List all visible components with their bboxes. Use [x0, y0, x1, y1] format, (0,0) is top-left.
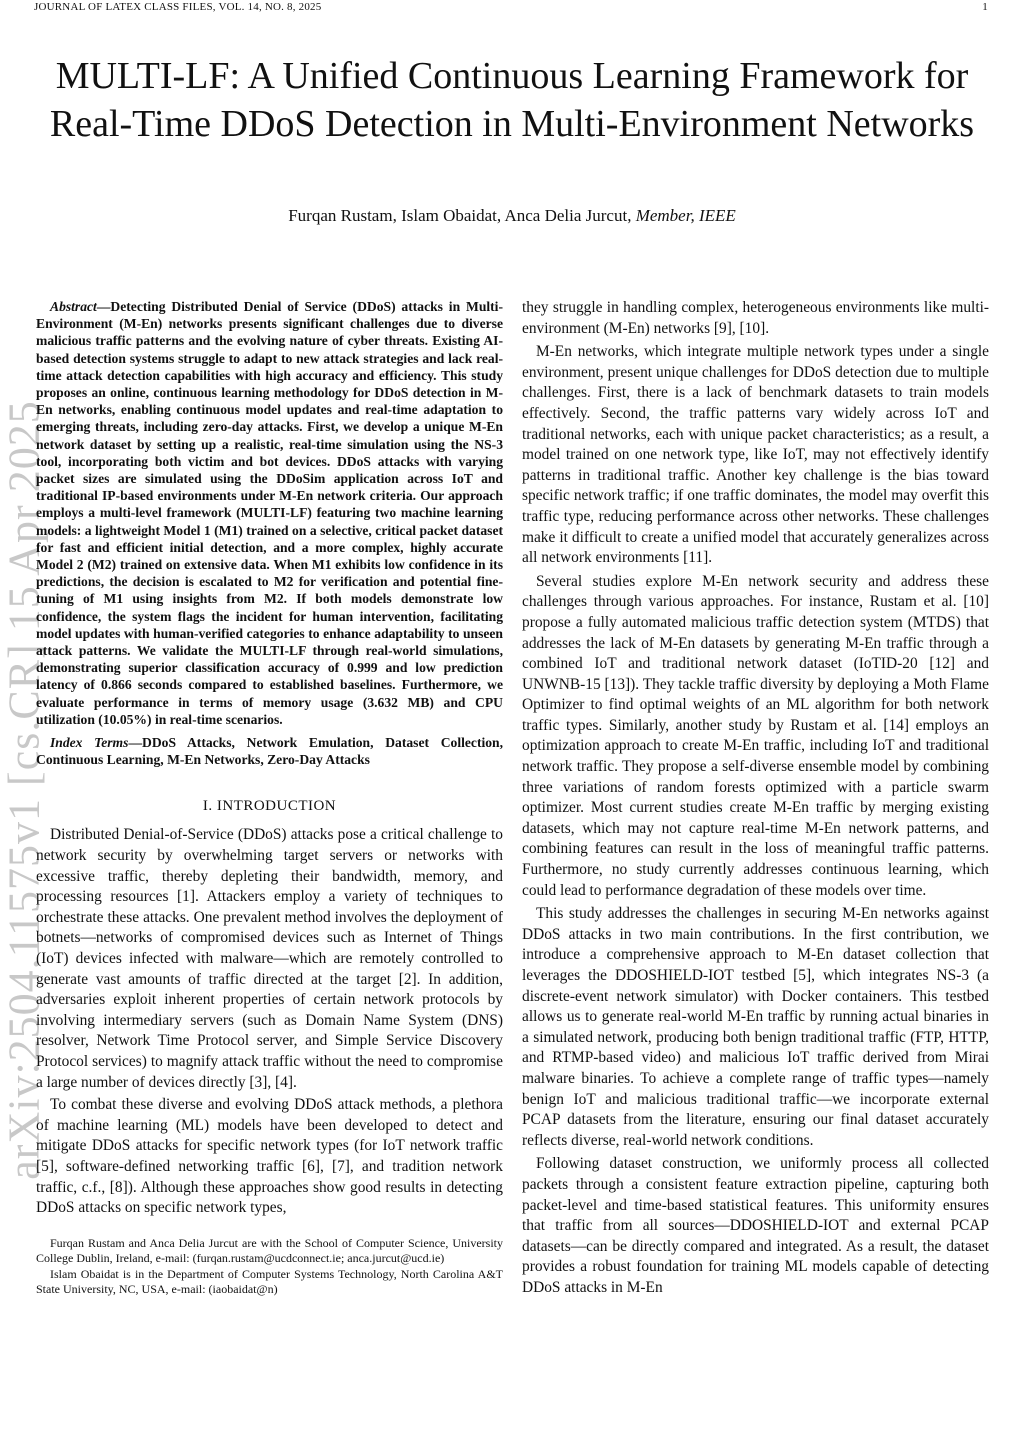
author-names: Furqan Rustam, Islam Obaidat, Anca Delia Jurcut, — [288, 206, 632, 225]
page-number: 1 — [982, 1, 988, 13]
footnote: Islam Obaidat is in the Department of Computer Systems Technology, North Carolina A&T State University, NC, USA, e-mail: (iaobaidat@n) — [36, 1266, 503, 1297]
author-membership: Member, IEEE — [635, 206, 736, 225]
running-header — [34, 1, 988, 15]
paragraph: M-En networks, which integrate multiple network types under a single environment, present unique challenges for DDoS detection due to multiple challenges. First, there is a lack of benchmark datasets to train models effectively. Second, the traffic patterns vary widely across IoT and traditional networks, each with unique packet characteristics; as a result, a model trained on one network type, like IoT, may not effectively identify patterns in traditional traffic. Another key challenge is the bias toward specific network traffic; if one traffic dominates, the model may overfit this traffic type, reducing performance across other networks. These challenges make it difficult to create a unified model that accurately generalizes across all network environments [11]. — [522, 343, 989, 567]
arxiv-watermark-text: arXiv:2504.11575v1 [cs.CR] 15 Apr 2025 — [0, 400, 49, 1180]
paragraph: Following dataset construction, we uniformly process all collected packets through a consistent feature extraction pipeline, capturing both packet-level and time-based statistical features. This uniformity ensures that traffic from all sources—DDOSHIELD-IOT and external PCAP datasets—can be directly compared and integrated. As a result, the dataset provides a robust foundation for training ML models capable of detecting DDoS attacks in M-En — [522, 1155, 989, 1296]
paragraph: Distributed Denial-of-Service (DDoS) attacks pose a critical challenge to network security by overwhelming target servers or networks with excessive traffic, thereby depleting their bandwidth, memory, and processing resources [1]. Attackers employ a variety of techniques to orchestrate these attacks. One prevalent method involves the deployment of botnets—networks of compromised devices such as Internet of Things (IoT) devices infected with malware—which are remotely controlled to generate vast amounts of traffic directed at the target [2]. In addition, adversaries exploit inherent properties of certain network protocols by involving intermediary servers (such as Domain Name System (DNS) resolver, Network Time Protocol server, and Simple Service Discovery Protocol services) to magnify attack traffic without the need to compromise a large number of devices directly [3], [4]. — [36, 826, 503, 1091]
footnote: Furqan Rustam and Anca Delia Jurcut are with the School of Computer Science, University College Dublin, Ireland, e-mail: (furqan.rustam@ucdconnect.ie; anca.jurcut@ucd.ie) — [36, 1235, 503, 1266]
index-terms-label: Index Terms — [50, 735, 129, 751]
abstract-text: —Detecting Distributed Denial of Service (DDoS) attacks in Multi-Environment (M-En) networks presents significant challenges due to diverse malicious traffic patterns and the evolving nature of cyber threats. Existing AI-based detection systems struggle to adapt to new attack strategies and lack real-time attack detection capabilities with high accuracy and efficiency. This study proposes an online, continuous learning methodology for DDoS detection in M-En networks, enabling continuous model updates and real-time adaptation to emerging threats, including zero-day attacks. First, we develop a unique M-En network dataset by setting up a realistic, real-time simulation using the NS-3 tool, incorporating both victim and bot devices. DDoS attacks with varying packet sizes are simulated using the DDoSim application across IoT and traditional IP-based environments under M-En network criteria. Our approach employs a multi-level framework (MULTI-LF) featuring two machine learning models: a lightweight Model 1 (M1) trained on a selective, critical packet dataset for fast and efficient initial detection, and a more complex, highly accurate Model 2 (M2) trained on extensive data. When M1 exhibits low confidence in its predictions, the decision is escalated to M2 for verification and potential fine-tuning of M1 using insights from M2. If both models demonstrate low confidence, the system flags the incident for human intervention, facilitating model updates with human-verified categories to enhance adaptability to unseen attack patterns. We validate the MULTI-LF through real-world simulations, demonstrating superior classification accuracy of 0.999 and low prediction latency of 0.866 seconds compared to established baselines. Furthermore, we evaluate performance in terms of memory usage (3.632 MB) and CPU utilization (10.05%) in real-time scenarios. — [36, 299, 503, 727]
left-column — [36, 298, 503, 1298]
paper-title: MULTI-LF: A Unified Continuous Learning Framework for Real-Time DDoS Detection in Multi-Environment Networks — [49, 55, 975, 145]
abstract-label: Abstract — [50, 299, 97, 314]
paragraph: This study addresses the challenges in securing M-En networks against DDoS attacks in two main contributions. In the first contribution, we introduce a comprehensive approach to M-En dataset collection that leverages the DDOSHIELD-IOT testbed [5], which integrates NS-3 (a discrete-event network simulator) with Docker containers. This testbed allows us to generate real-world M-En traffic by running actual binaries in a simulated network, producing both benign traditional traffic (FTP, HTTP, and RTMP-based video) and malicious IoT traffic derived from Mirai malware binaries. To achieve a complete range of traffic types—namely benign IoT and malicious traditional traffic—we incorporate external PCAP datasets from the literature, ensuring our final dataset accurately reflects diverse, real-world network conditions. — [522, 905, 989, 1149]
paragraph: they struggle in handling complex, heterogeneous environments like multi-environment (M-En) networks [9], [10]. — [522, 299, 989, 337]
index-terms-text: —DDoS Attacks, Network Emulation, Dataset Collection, Continuous Learning, M-En Networks, Zero-Day Attacks — [36, 735, 504, 768]
abstract — [36, 298, 503, 728]
author-line — [0, 206, 1024, 226]
section-heading: I. INTRODUCTION — [202, 798, 337, 815]
footnote-divider — [36, 1231, 106, 1232]
paragraph: To combat these diverse and evolving DDoS attack methods, a plethora of machine learning (ML) models have been developed to detect and mitigate DDoS attacks for specific network types (for IoT network traffic [5], software-defined networking traffic [6], [7], and tradition network traffic, c.f., [8]). Although these approaches show good results in detecting DDoS attacks on specific network types, — [36, 1096, 503, 1217]
right-column — [522, 298, 989, 1299]
index-terms — [36, 734, 503, 768]
journal-header: JOURNAL OF LATEX CLASS FILES, VOL. 14, NO. 8, 2025 — [34, 1, 322, 13]
paragraph: Several studies explore M-En network security and address these challenges through various approaches. For instance, Rustam et al. [10] propose a fully automated malicious traffic detection system (MTDS) that addresses the lack of M-En datasets by generating M-En traffic through a combined IoT and traditional network dataset (IoTID-20 [12] and UNWNB-15 [13]). They tackle traffic diversity by deploying a Moth Flame Optimizer to find optimal weights of an ML algorithm for both network traffic types. Similarly, another study by Rustam et al. [14] employs an optimization approach to create M-En traffic, including IoT and traditional network traffic. They propose a self-diverse ensemble model by combining three variations of random forests optimized with a particle swarm optimizer. Most current studies create M-En traffic by merging existing datasets, which may not capture real-time M-En network patterns, and combining features can result in the loss of meaningful traffic patterns. Furthermore, no study currently addresses continuous learning, which could lead to performance degradation of these models over time. — [522, 572, 989, 899]
